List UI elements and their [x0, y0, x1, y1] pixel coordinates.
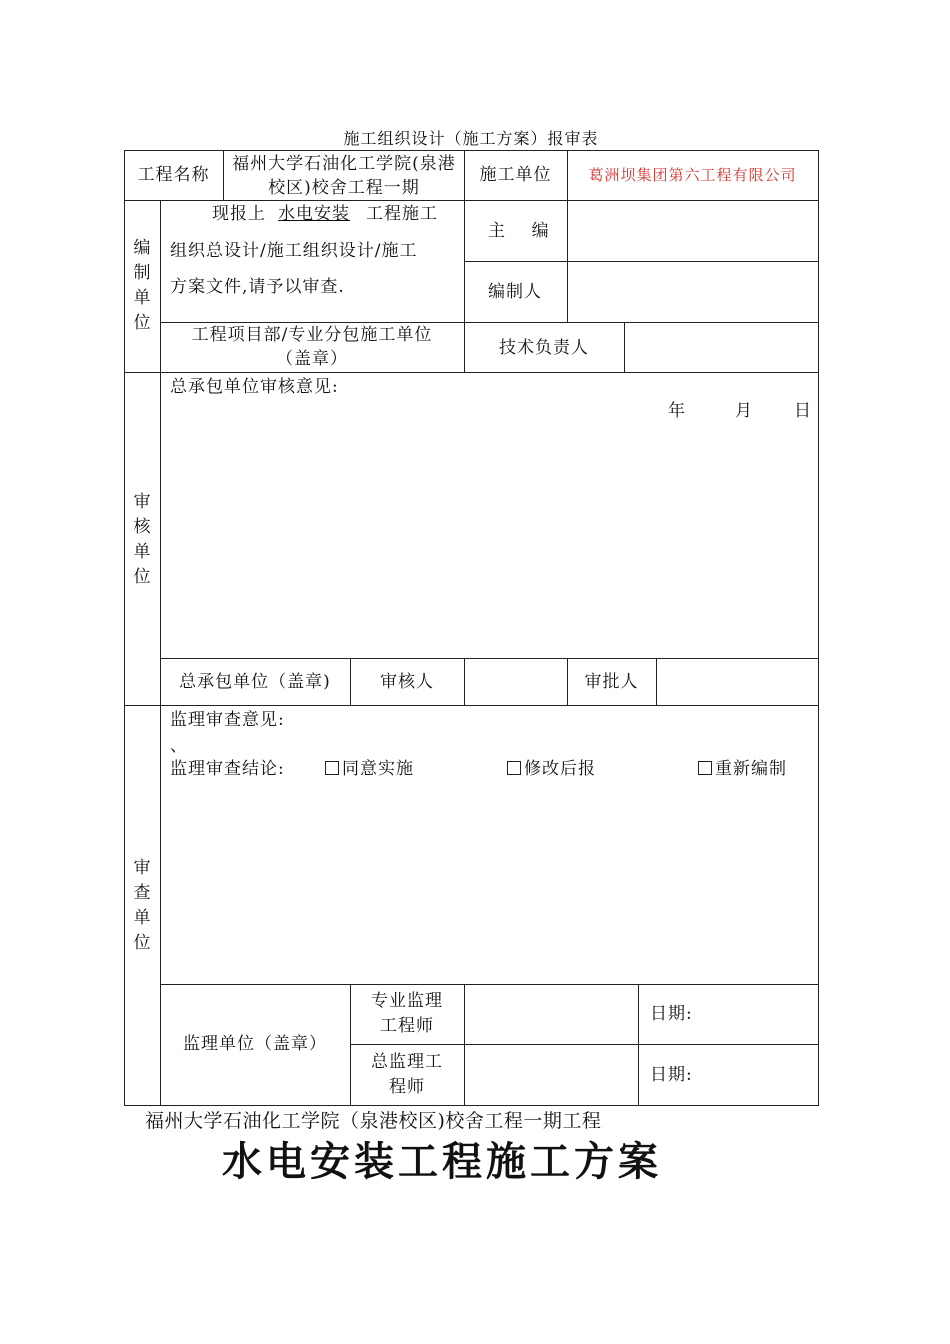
divider [624, 322, 625, 372]
divider [656, 658, 657, 705]
specialist-engineer-line1: 专业监理 [371, 991, 443, 1011]
divider [464, 984, 465, 1106]
option-recompile-label: 重新编制 [715, 759, 787, 779]
date-month: 月 [735, 401, 753, 421]
date-day: 日 [794, 401, 812, 421]
form-title: 施工组织设计（施工方案）报审表 [343, 129, 599, 148]
date-label-specialist: 日期: [650, 1004, 693, 1024]
report-text-suffix: 工程施工 [366, 204, 438, 224]
review-opinion-label: 总承包单位审核意见: [170, 377, 339, 397]
table-border-left [124, 150, 125, 1106]
review-unit-side-label: 审核单位 [133, 492, 151, 587]
divider [350, 1044, 819, 1045]
approver-label: 审批人 [584, 672, 639, 692]
construction-unit-value: 葛洲坝集团第六工程有限公司 [588, 166, 797, 184]
project-name-label: 工程名称 [137, 165, 210, 185]
inspection-unit-side-label: 审查单位 [133, 858, 151, 953]
option-modify-label: 修改后报 [524, 759, 596, 779]
chief-engineer-line1: 总监理工 [371, 1052, 443, 1072]
divider [464, 658, 465, 705]
option-modify[interactable] [507, 756, 596, 782]
dept-label-line1: 工程项目部/专业分包施工单位 [191, 325, 433, 345]
report-text-line2: 组织总设计/施工组织设计/施工 [170, 241, 418, 261]
dept-label-line2: （盖章） [276, 349, 348, 369]
divider [124, 372, 819, 373]
date-label-chief: 日期: [650, 1065, 693, 1085]
project-name-value: 福州大学石油化工学院(泉港校区)校舍工程一期 [232, 154, 456, 198]
report-text-line3: 方案文件,请予以审查. [170, 277, 345, 297]
option-recompile[interactable] [698, 756, 787, 782]
cover-title: 水电安装工程施工方案 [222, 1138, 662, 1185]
reviewer-label: 审核人 [380, 672, 434, 692]
compile-unit-side-label: 编制单位 [133, 238, 151, 333]
report-filled-work: 水电安装 [278, 204, 350, 224]
construction-unit-label: 施工单位 [479, 165, 552, 185]
conclusion-label: 监理审查结论: [170, 759, 285, 779]
divider [223, 150, 224, 200]
option-agree[interactable] [325, 756, 414, 782]
supervisor-seal-label: 监理单位（盖章） [183, 1034, 327, 1054]
inspection-mark: 、 [170, 736, 188, 756]
report-text-line1 [212, 201, 438, 227]
modify-checkbox[interactable] [507, 761, 521, 775]
divider [464, 261, 819, 262]
option-agree-label: 同意实施 [342, 759, 414, 779]
report-text-prefix: 现报上 [212, 204, 266, 224]
divider [160, 984, 819, 985]
agree-checkbox[interactable] [325, 761, 339, 775]
table-border-right [818, 150, 819, 1106]
tech-lead-label: 技术负责人 [499, 338, 589, 358]
divider [124, 705, 819, 706]
date-year: 年 [668, 401, 686, 421]
divider [638, 984, 639, 1106]
divider [160, 658, 819, 659]
recompile-checkbox[interactable] [698, 761, 712, 775]
chief-engineer-line2: 程师 [389, 1077, 425, 1097]
compiler-label: 编制人 [488, 282, 542, 302]
specialist-engineer-line2: 工程师 [380, 1016, 434, 1036]
chief-editor-label: 主 编 [488, 221, 550, 241]
contractor-seal-label: 总承包单位（盖章) [179, 672, 331, 692]
inspection-opinion-label: 监理审查意见: [170, 710, 285, 730]
cover-subtitle: 福州大学石油化工学院（泉港校区)校舍工程一期工程 [145, 1110, 602, 1132]
